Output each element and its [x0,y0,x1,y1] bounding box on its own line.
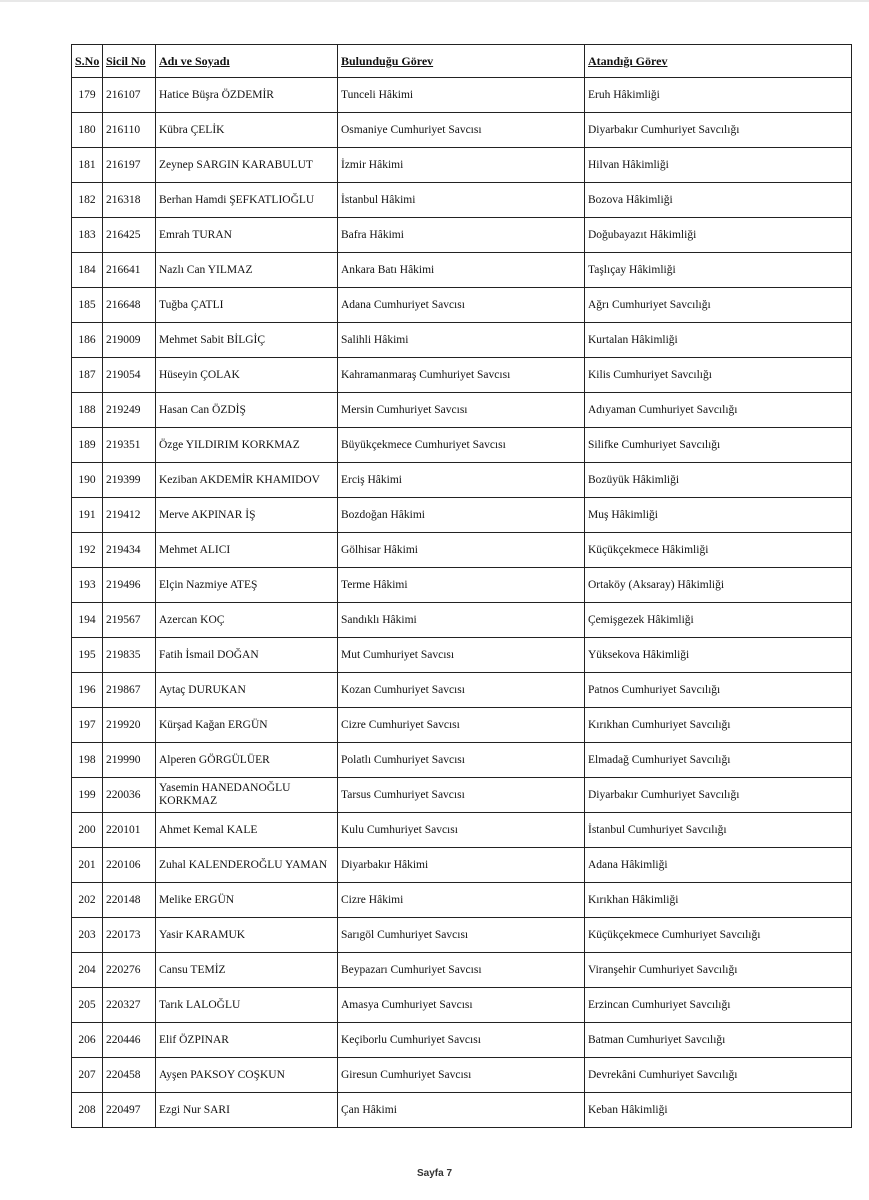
cell-current-post: Salihli Hâkimi [338,323,585,358]
table-row [72,148,852,183]
cell-current-post: Tarsus Cumhuriyet Savcısı [338,778,585,813]
cell-current-post: İstanbul Hâkimi [338,183,585,218]
cell-current-post: Kozan Cumhuriyet Savcısı [338,673,585,708]
cell-assigned-post: Kırıkhan Hâkimliği [585,883,852,918]
cell-assigned-post: Çemişgezek Hâkimliği [585,603,852,638]
table-body [72,78,852,1128]
cell-assigned-post: Viranşehir Cumhuriyet Savcılığı [585,953,852,988]
cell-name: Ayşen PAKSOY COŞKUN [156,1058,338,1093]
top-rule [0,0,869,2]
cell-assigned-post: İstanbul Cumhuriyet Savcılığı [585,813,852,848]
table-row [72,848,852,883]
cell-current-post: Bozdoğan Hâkimi [338,498,585,533]
cell-current-post: Osmaniye Cumhuriyet Savcısı [338,113,585,148]
cell-current-post: Polatlı Cumhuriyet Savcısı [338,743,585,778]
table-row [72,533,852,568]
cell-sno: 206 [72,1023,103,1058]
table-row [72,253,852,288]
cell-sicil: 220173 [103,918,156,953]
cell-sicil: 216318 [103,183,156,218]
cell-sno: 189 [72,428,103,463]
cell-sno: 204 [72,953,103,988]
cell-name: Aytaç DURUKAN [156,673,338,708]
cell-sno: 183 [72,218,103,253]
cell-assigned-post: Bozüyük Hâkimliği [585,463,852,498]
cell-name: Cansu TEMİZ [156,953,338,988]
cell-sicil: 220497 [103,1093,156,1128]
cell-name: Tuğba ÇATLI [156,288,338,323]
cell-sicil: 219009 [103,323,156,358]
cell-current-post: Bafra Hâkimi [338,218,585,253]
cell-sicil: 216110 [103,113,156,148]
cell-assigned-post: Muş Hâkimliği [585,498,852,533]
cell-assigned-post: Batman Cumhuriyet Savcılığı [585,1023,852,1058]
cell-sno: 199 [72,778,103,813]
cell-sno: 208 [72,1093,103,1128]
cell-sno: 186 [72,323,103,358]
cell-sicil: 220148 [103,883,156,918]
cell-sicil: 220101 [103,813,156,848]
cell-name: Azercan KOÇ [156,603,338,638]
table-row [72,813,852,848]
cell-sno: 203 [72,918,103,953]
cell-sicil: 219920 [103,708,156,743]
cell-assigned-post: Kilis Cumhuriyet Savcılığı [585,358,852,393]
cell-current-post: Kahramanmaraş Cumhuriyet Savcısı [338,358,585,393]
table-row [72,638,852,673]
cell-sicil: 219249 [103,393,156,428]
table-row [72,1058,852,1093]
cell-sno: 179 [72,78,103,113]
table-row [72,183,852,218]
cell-sno: 200 [72,813,103,848]
cell-sno: 202 [72,883,103,918]
cell-assigned-post: Silifke Cumhuriyet Savcılığı [585,428,852,463]
table-row [72,673,852,708]
cell-assigned-post: Hilvan Hâkimliği [585,148,852,183]
table-row [72,568,852,603]
cell-name: Hatice Büşra ÖZDEMİR [156,78,338,113]
cell-current-post: Tunceli Hâkimi [338,78,585,113]
table-row [72,743,852,778]
cell-sno: 198 [72,743,103,778]
cell-assigned-post: Patnos Cumhuriyet Savcılığı [585,673,852,708]
cell-name: Hasan Can ÖZDİŞ [156,393,338,428]
table-header-row [72,45,852,78]
cell-name: Yasemin HANEDANOĞLU KORKMAZ [156,778,338,813]
cell-name: Ezgi Nur SARI [156,1093,338,1128]
cell-assigned-post: Küçükçekmece Hâkimliği [585,533,852,568]
table-row [72,113,852,148]
cell-sicil: 220446 [103,1023,156,1058]
cell-current-post: Adana Cumhuriyet Savcısı [338,288,585,323]
cell-name: Elçin Nazmiye ATEŞ [156,568,338,603]
cell-current-post: Gölhisar Hâkimi [338,533,585,568]
cell-current-post: Sandıklı Hâkimi [338,603,585,638]
cell-sno: 180 [72,113,103,148]
table-row [72,393,852,428]
cell-sicil: 220276 [103,953,156,988]
cell-sno: 195 [72,638,103,673]
cell-assigned-post: Taşlıçay Hâkimliği [585,253,852,288]
cell-assigned-post: Keban Hâkimliği [585,1093,852,1128]
cell-assigned-post: Doğubayazıt Hâkimliği [585,218,852,253]
table-row [72,78,852,113]
header-sno: S.No [72,45,103,78]
cell-name: Tarık LALOĞLU [156,988,338,1023]
table-row [72,323,852,358]
cell-sno: 196 [72,673,103,708]
header-name: Adı ve Soyadı [156,45,338,78]
cell-current-post: Ankara Batı Hâkimi [338,253,585,288]
cell-current-post: Mersin Cumhuriyet Savcısı [338,393,585,428]
cell-assigned-post: Kurtalan Hâkimliği [585,323,852,358]
header-assigned-post: Atandığı Görev [585,45,852,78]
cell-name: Berhan Hamdi ŞEFKATLIOĞLU [156,183,338,218]
cell-name: Emrah TURAN [156,218,338,253]
cell-assigned-post: Devrekâni Cumhuriyet Savcılığı [585,1058,852,1093]
cell-current-post: Terme Hâkimi [338,568,585,603]
cell-assigned-post: Ortaköy (Aksaray) Hâkimliği [585,568,852,603]
header-current-post: Bulunduğu Görev [338,45,585,78]
cell-assigned-post: Diyarbakır Cumhuriyet Savcılığı [585,778,852,813]
cell-current-post: Cizre Hâkimi [338,883,585,918]
cell-current-post: Diyarbakır Hâkimi [338,848,585,883]
cell-sicil: 220036 [103,778,156,813]
cell-sno: 185 [72,288,103,323]
cell-sicil: 216107 [103,78,156,113]
cell-assigned-post: Yüksekova Hâkimliği [585,638,852,673]
cell-sno: 182 [72,183,103,218]
table-row [72,988,852,1023]
table-row [72,498,852,533]
cell-sicil: 216425 [103,218,156,253]
cell-sicil: 216648 [103,288,156,323]
cell-name: Zuhal KALENDEROĞLU YAMAN [156,848,338,883]
cell-current-post: Sarıgöl Cumhuriyet Savcısı [338,918,585,953]
cell-sicil: 219399 [103,463,156,498]
table-row [72,428,852,463]
table-row [72,1023,852,1058]
cell-sicil: 219835 [103,638,156,673]
cell-assigned-post: Adana Hâkimliği [585,848,852,883]
cell-name: Elif ÖZPINAR [156,1023,338,1058]
cell-current-post: Çan Hâkimi [338,1093,585,1128]
cell-name: Mehmet Sabit BİLGİÇ [156,323,338,358]
cell-sno: 181 [72,148,103,183]
page-number: Sayfa 7 [416,1168,453,1179]
cell-sicil: 219567 [103,603,156,638]
cell-sno: 191 [72,498,103,533]
cell-sicil: 219351 [103,428,156,463]
cell-name: Fatih İsmail DOĞAN [156,638,338,673]
cell-sicil: 219054 [103,358,156,393]
cell-sicil: 220458 [103,1058,156,1093]
cell-name: Nazlı Can YILMAZ [156,253,338,288]
cell-name: Merve AKPINAR İŞ [156,498,338,533]
cell-current-post: Keçiborlu Cumhuriyet Savcısı [338,1023,585,1058]
cell-name: Alperen GÖRGÜLÜER [156,743,338,778]
cell-assigned-post: Kırıkhan Cumhuriyet Savcılığı [585,708,852,743]
cell-sno: 207 [72,1058,103,1093]
cell-assigned-post: Erzincan Cumhuriyet Savcılığı [585,988,852,1023]
cell-name: Melike ERGÜN [156,883,338,918]
table-row [72,603,852,638]
table-row [72,358,852,393]
cell-sicil: 216197 [103,148,156,183]
table-row [72,953,852,988]
table-row [72,1093,852,1128]
cell-assigned-post: Elmadağ Cumhuriyet Savcılığı [585,743,852,778]
cell-sno: 205 [72,988,103,1023]
cell-sno: 187 [72,358,103,393]
cell-current-post: Beypazarı Cumhuriyet Savcısı [338,953,585,988]
cell-assigned-post: Bozova Hâkimliği [585,183,852,218]
cell-sno: 201 [72,848,103,883]
cell-sno: 190 [72,463,103,498]
cell-name: Kürşad Kağan ERGÜN [156,708,338,743]
cell-current-post: Mut Cumhuriyet Savcısı [338,638,585,673]
cell-sno: 188 [72,393,103,428]
cell-current-post: Erciş Hâkimi [338,463,585,498]
cell-name: Hüseyin ÇOLAK [156,358,338,393]
cell-sicil: 219990 [103,743,156,778]
cell-assigned-post: Eruh Hâkimliği [585,78,852,113]
cell-sno: 192 [72,533,103,568]
cell-current-post: Büyükçekmece Cumhuriyet Savcısı [338,428,585,463]
table-row [72,778,852,813]
cell-current-post: Amasya Cumhuriyet Savcısı [338,988,585,1023]
cell-current-post: Cizre Cumhuriyet Savcısı [338,708,585,743]
cell-assigned-post: Adıyaman Cumhuriyet Savcılığı [585,393,852,428]
header-sicil: Sicil No [103,45,156,78]
cell-name: Ahmet Kemal KALE [156,813,338,848]
cell-current-post: İzmir Hâkimi [338,148,585,183]
cell-sicil: 216641 [103,253,156,288]
cell-name: Özge YILDIRIM KORKMAZ [156,428,338,463]
cell-assigned-post: Diyarbakır Cumhuriyet Savcılığı [585,113,852,148]
cell-current-post: Kulu Cumhuriyet Savcısı [338,813,585,848]
table-row [72,288,852,323]
appointment-table [71,44,852,1128]
cell-name: Zeynep SARGIN KARABULUT [156,148,338,183]
table-row [72,883,852,918]
cell-sicil: 219434 [103,533,156,568]
cell-sicil: 219867 [103,673,156,708]
cell-sicil: 220106 [103,848,156,883]
cell-sno: 193 [72,568,103,603]
table-row [72,918,852,953]
table-row [72,218,852,253]
cell-current-post: Giresun Cumhuriyet Savcısı [338,1058,585,1093]
cell-sicil: 220327 [103,988,156,1023]
cell-assigned-post: Ağrı Cumhuriyet Savcılığı [585,288,852,323]
cell-name: Mehmet ALICI [156,533,338,568]
cell-sno: 184 [72,253,103,288]
cell-sno: 197 [72,708,103,743]
cell-sicil: 219412 [103,498,156,533]
cell-sicil: 219496 [103,568,156,603]
cell-name: Keziban AKDEMİR KHAMIDOV [156,463,338,498]
cell-name: Yasir KARAMUK [156,918,338,953]
cell-assigned-post: Küçükçekmece Cumhuriyet Savcılığı [585,918,852,953]
cell-sno: 194 [72,603,103,638]
table-row [72,708,852,743]
table-row [72,463,852,498]
cell-name: Kübra ÇELİK [156,113,338,148]
